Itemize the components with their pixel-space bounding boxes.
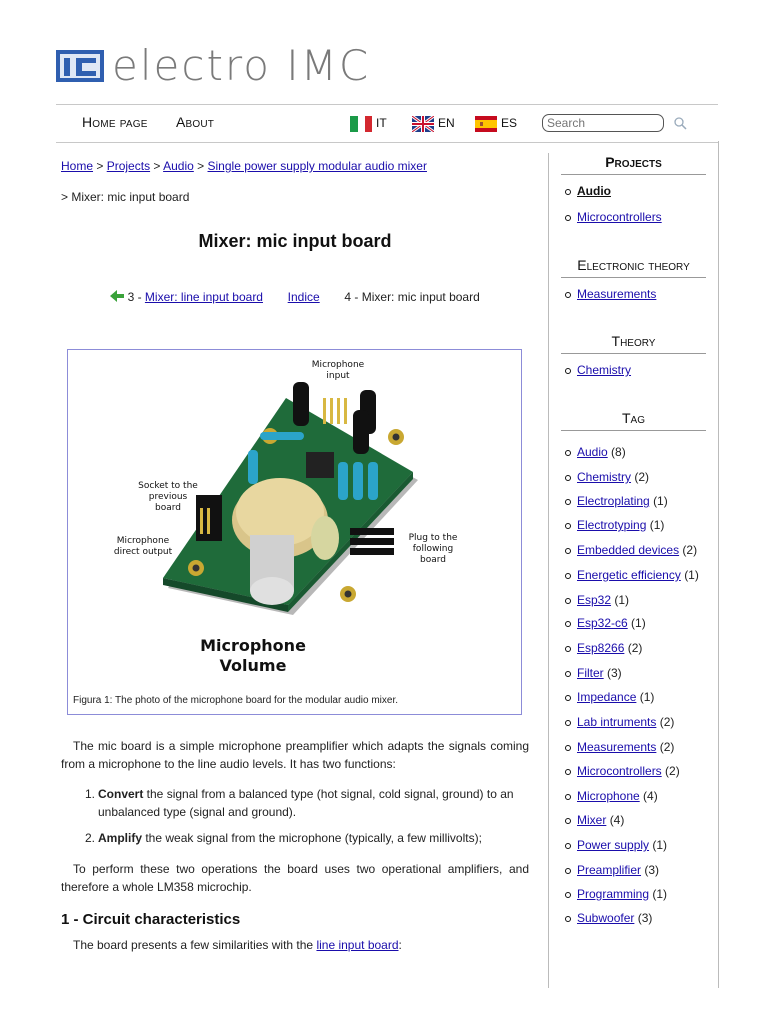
label-mic-direct: Microphone direct output [113, 536, 173, 557]
lang-it-link[interactable]: IT [376, 116, 387, 130]
search-icon[interactable] [674, 117, 687, 130]
tag-item[interactable]: Electroplating (1) [565, 494, 668, 508]
right-border [718, 141, 719, 988]
tag-item[interactable]: Microphone (4) [565, 789, 658, 803]
paragraph-2 [61, 860, 529, 896]
tag-item[interactable]: Programming (1) [565, 887, 667, 901]
tag-item[interactable]: Impedance (1) [565, 690, 654, 704]
paragraph-3-text: The board presents a few similarities with the [73, 938, 317, 952]
tag-item[interactable]: Esp32 (1) [565, 593, 629, 607]
figure-mic-board [67, 349, 522, 715]
nav-home-link[interactable]: Home page [82, 114, 148, 130]
sidebar-item-audio[interactable]: Audio [565, 184, 611, 198]
breadcrumb-mixer-link[interactable]: Single power supply modular audio mixer [207, 159, 427, 173]
nav-about-link[interactable]: About [176, 114, 215, 130]
label-socket-prev: Socket to the previous board [138, 481, 198, 513]
tag-item[interactable]: Audio (8) [565, 445, 626, 459]
tag-item[interactable]: Filter (3) [565, 666, 622, 680]
tag-item[interactable]: Microcontrollers (2) [565, 764, 680, 778]
tag-item[interactable]: Power supply (1) [565, 838, 667, 852]
paragraph-3 [61, 936, 529, 954]
list-bold: Convert [98, 787, 144, 801]
tag-item[interactable]: Esp32-c6 (1) [565, 616, 646, 630]
section-heading: 1 - Circuit characteristics [61, 911, 241, 928]
breadcrumb-current: > Mixer: mic input board [61, 190, 190, 204]
lang-es-link[interactable]: ES [501, 116, 518, 130]
function-list-item [61, 829, 529, 849]
label-mic-input: Microphone input [311, 360, 365, 381]
sidebar-item-measurements[interactable]: Measurements [565, 287, 656, 301]
tag-item[interactable]: Embedded devices (2) [565, 543, 697, 557]
sidebar-theory-title: Theory [561, 333, 706, 354]
figure-caption: Figura 1: The photo of the microphone board for the modular audio mixer. [73, 695, 399, 706]
label-volume: Microphone Volume [200, 636, 306, 675]
pager-prev-prefix: 3 - [127, 290, 142, 304]
paragraph-2-text: To perform these two operations the board uses two operational amplifiers, and therefore a whole LM358 microchip. [61, 862, 529, 894]
spain-flag-icon[interactable] [475, 116, 497, 132]
article-pager [61, 290, 529, 305]
tag-item[interactable]: Chemistry (2) [565, 470, 649, 484]
function-list-item [61, 785, 529, 825]
tag-item[interactable]: Electrotyping (1) [565, 518, 664, 532]
pager-prev-link[interactable]: Mixer: line input board [144, 290, 263, 304]
sidebar-item-microcontrollers[interactable]: Microcontrollers [565, 210, 662, 224]
intro-text: The mic board is a simple microphone preamplifier which adapts the signals coming from a microphone to the line audio levels. It has two functions: [61, 739, 529, 771]
breadcrumb-separator: > [96, 159, 104, 173]
sidebar-divider [548, 153, 549, 988]
breadcrumb [61, 159, 427, 173]
list-number: 1. [85, 787, 96, 801]
italy-flag-icon[interactable] [350, 116, 372, 132]
list-number: 2. [85, 831, 96, 845]
breadcrumb-separator: > [197, 159, 205, 173]
uk-flag-icon[interactable] [412, 116, 434, 132]
tag-item[interactable]: Lab intruments (2) [565, 715, 674, 729]
sidebar-electronic-theory-title: Electronic theory [561, 257, 706, 278]
site-logo-text[interactable]: electro IMC [112, 41, 371, 90]
intro-paragraph [61, 737, 529, 773]
top-navigation [56, 104, 718, 143]
tag-item[interactable]: Subwoofer (3) [565, 911, 652, 925]
list-text: the signal from a balanced type (hot signal, cold signal, ground) to an unbalanced type (signal and ground). [98, 787, 514, 819]
tag-item[interactable]: Mixer (4) [565, 813, 624, 827]
label-plug-next: Plug to the following board [408, 533, 458, 565]
sidebar-tag-title: Tag [561, 410, 706, 431]
breadcrumb-projects-link[interactable]: Projects [106, 159, 151, 173]
lang-en-link[interactable]: EN [438, 116, 455, 130]
site-logo-icon[interactable] [56, 48, 106, 84]
pager-index-link[interactable]: Indice [287, 290, 320, 304]
back-arrow-icon[interactable] [110, 290, 124, 305]
breadcrumb-audio-link[interactable]: Audio [163, 159, 194, 173]
list-text: the weak signal from the microphone (typically, a few millivolts); [142, 831, 482, 845]
breadcrumb-separator: > [153, 159, 161, 173]
paragraph-3-suffix: : [398, 938, 402, 952]
tag-item[interactable]: Esp8266 (2) [565, 641, 642, 655]
pager-current: 4 - Mixer: mic input board [344, 290, 480, 304]
line-input-board-link[interactable]: line input board [316, 938, 399, 952]
sidebar-projects-title: Projects [561, 154, 706, 175]
search-input[interactable] [542, 114, 664, 132]
list-bold: Amplify [98, 831, 143, 845]
tag-item[interactable]: Energetic efficiency (1) [565, 568, 699, 582]
tag-item[interactable]: Preamplifier (3) [565, 863, 659, 877]
tag-item[interactable]: Measurements (2) [565, 740, 674, 754]
page-title: Mixer: mic input board [198, 231, 392, 251]
breadcrumb-home-link[interactable]: Home [61, 159, 94, 173]
sidebar-item-chemistry[interactable]: Chemistry [565, 363, 631, 377]
